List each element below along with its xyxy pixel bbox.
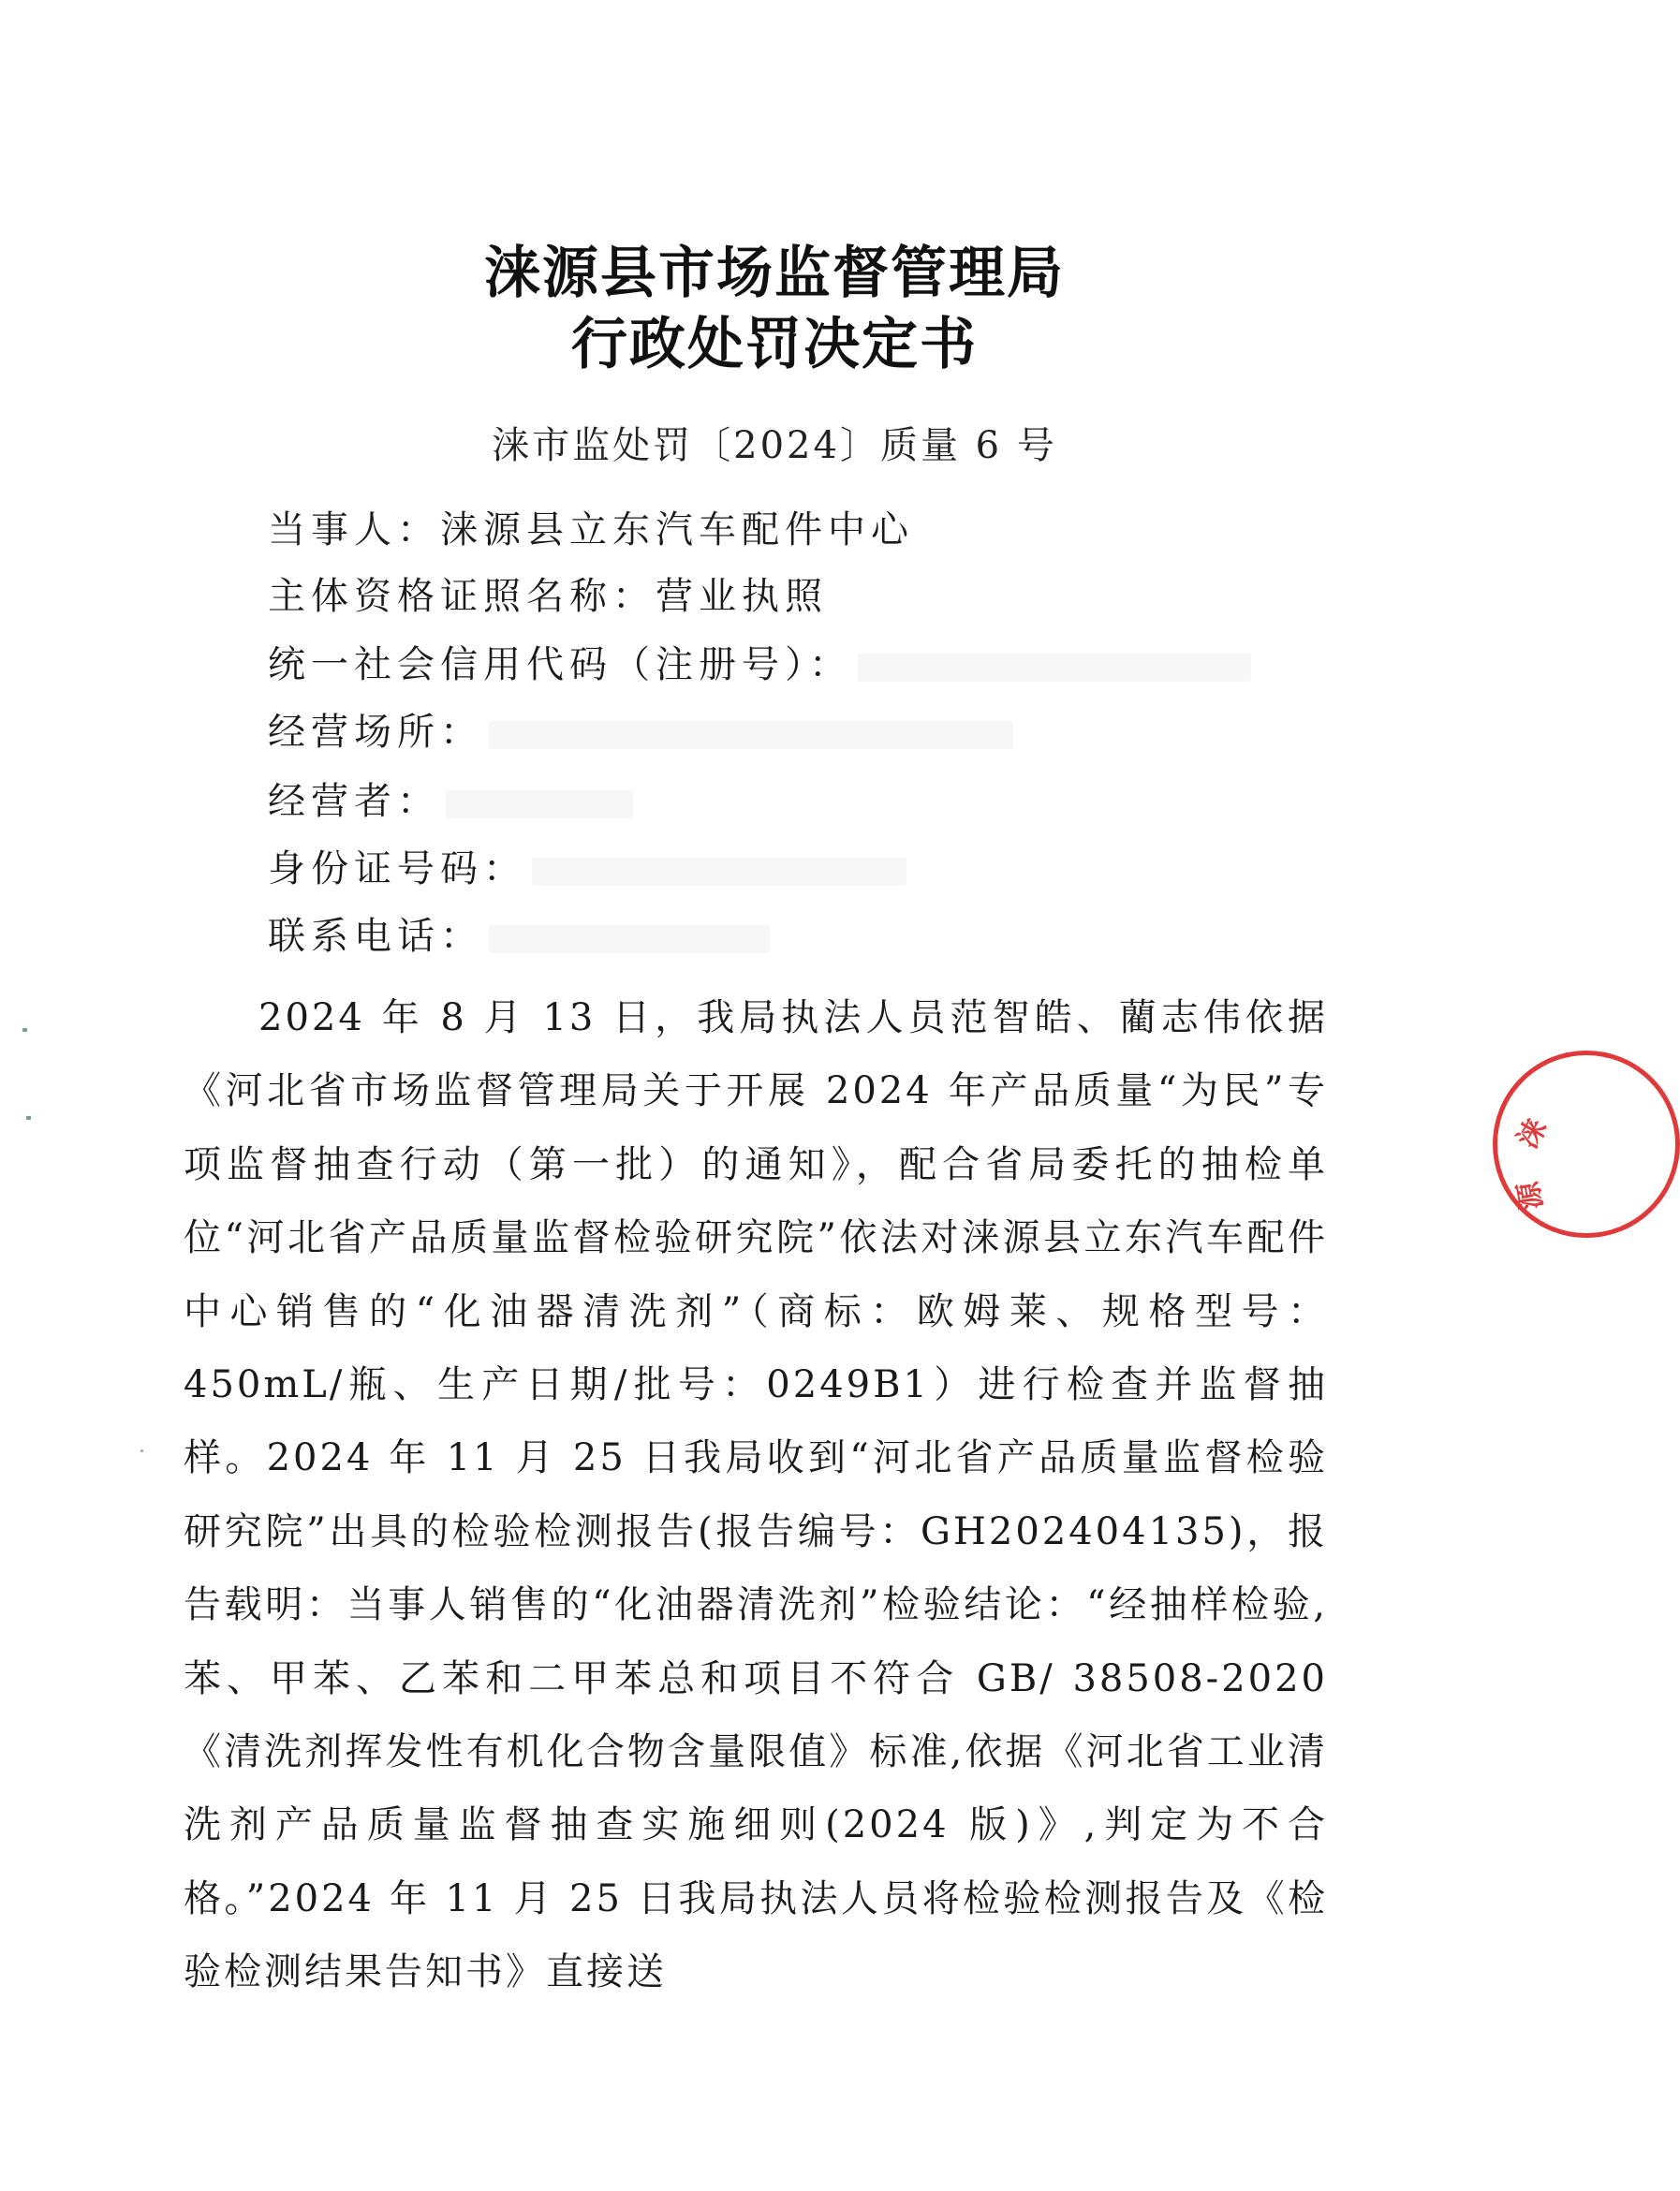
scan-speck [26,1116,31,1120]
field-id-number-label: 身份证号码： [268,847,526,890]
body-paragraph: 2024 年 8 月 13 日，我局执法人员范智皓、藺志伟依据《河北省市场监督管理局关于开展 2024 年产品质量“为民”专项监督抽查行动（第一批）的通知》，配合省局委托的抽检单位“河北省产品质量监督检验研究院”依法对涞源县立东汽车配件中心销售的“化油器清洗剂”（商标：欧姆莱、规格型号：450mL/瓶、生产日期/批号：0249B1）进行检查并监督抽样。2024 年 11 月 25 日我局收到“河北省产品质量监督检验研究院”出具的检验检测报告(报告编号：GH202404135)，报告载明：当事人销售的“化油器清洗剂”检验结论：“经抽样检验,苯、甲苯、乙苯和二甲苯总和项目不符合 GB/ 38508-2020《清洗剂挥发性有机化合物含量限值》标准,依据《河北省工业清洗剂产品质量监督抽查实施细则(2024 版)》,判定为不合格。”2024 年 11 月 25 日我局执法人员将检验检测报告及《检验检测结果告知书》直接送 [184,996,1328,1994]
field-credit-code-label: 统一社会信用代码（注册号）： [268,643,852,686]
redacted-credit-code [858,654,1251,682]
field-phone [268,915,770,958]
field-phone-label: 联系电话： [268,915,483,958]
document-number: 涞市监处罚〔2024〕质量 6 号 [492,424,1057,467]
field-operator-label: 经营者： [268,780,440,823]
field-business-place-label: 经营场所： [268,711,483,754]
field-license-name-text: 主体资格证照名称：营业执照 [268,575,828,618]
seal-char-a: 涞 [1511,1113,1555,1154]
title-agency: 涞源县市场监督管理局 [484,241,1065,306]
field-license-name [268,575,828,618]
redacted-id-number [532,858,906,886]
field-operator [268,780,633,823]
scan-speck [140,1449,143,1452]
redacted-business-place [489,721,1013,749]
field-id-number [268,847,906,890]
seal-char-b: 源 [1511,1179,1550,1213]
redacted-phone [489,925,770,953]
field-party-text: 当事人：涞源县立东汽车配件中心 [268,508,914,551]
field-credit-code [268,643,1251,686]
field-business-place [268,711,1013,754]
title-document-type: 行政处罚决定书 [571,312,978,377]
redacted-operator [446,790,633,818]
scan-speck [22,1028,27,1032]
field-party [268,508,914,551]
